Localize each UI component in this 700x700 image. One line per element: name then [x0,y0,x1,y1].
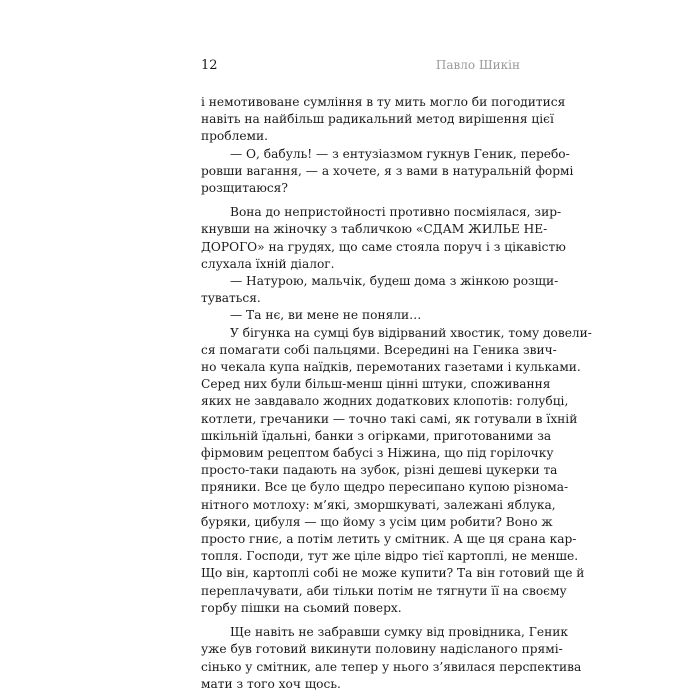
text-line: ровши вагання, — а хочете, я з вами в натуральній формі [201,163,574,178]
text-line: котлети, гречаники — точно такі самі, як готували в їхній [201,411,578,426]
text-line: розщитаюся? [201,181,288,196]
text-line: переплачувати, аби тільки потім не тягнути її на своєму [201,583,567,598]
text-line: пряники. Все це було щедро пересипано купою різнома- [201,480,569,495]
paragraph-gap [201,617,519,624]
text-line: нітного мотлоху: м’які, зморшкуваті, залежані яблука, [201,497,556,512]
running-head-author: Павло Шикін [435,58,520,72]
text-line: навіть на найбільш радикальний метод вирішення цієї [201,112,554,127]
text-line: Що він, картоплі собі не може купити? Та він готовий ще й [201,566,585,581]
text-line: проблеми. [201,129,269,144]
text-line: ся помагати собі пальцями. Всередині на Геника звич- [201,342,557,357]
text-line: горбу пішки на сьомий поверх. [201,600,402,615]
text-line: слухала їхній діалог. [201,256,335,271]
text-line: У бігунка на сумці був відірваний хвостик, тому довели- [230,325,592,340]
text-line: сінько у смітник, але тепер у нього з’явилася перспектива [201,659,582,674]
text-line: просто-таки падають на зубок, різні дешеві цукерки та [201,463,558,478]
text-line: фірмовим рецептом бабусі з Ніжина, що під горілочку [201,446,554,461]
text-line: Вона до непристойності противно посміялася, зир- [230,205,562,220]
text-line: туваться. [201,291,261,306]
text-line: буряки, цибуля — що йому з усім цим робити? Воно ж [201,514,553,529]
paragraph-gap [201,197,519,204]
page-number: 12 [201,58,218,73]
text-line: ДОРОГО» на грудях, що саме стояла поруч і з цікавістю [201,239,566,254]
text-line: шкільній їдальні, банки з огірками, приготованими за [201,428,552,443]
text-line: кнувши на жіночку з табличкою «СДАМ ЖИЛЬЕ НЕ- [201,222,548,237]
text-line: — Натурою, мальчік, будеш дома з жінкою розщи- [230,274,559,289]
body-text [201,94,592,693]
text-line: но чекала купа наїдків, перемотаних газетами і кульками. [201,360,581,375]
text-line: Серед них були більш-менш цінні штуки, споживання [201,377,551,392]
text-line: — Та нє, ви мене не поняли… [230,308,422,323]
text-line: мати з того хоч щось. [201,676,341,691]
text-line: Ще навіть не забравши сумку від провідника, Геник [230,625,568,640]
text-line: просто гниє, а потім летить у смітник. А ще ця срана кар- [201,532,577,547]
text-line: уже був готовий викинути половину надісланого прямі- [201,642,563,657]
text-line: — О, бабуль! — з ентузіазмом гукнув Геник, перебо- [230,146,570,161]
text-line: і немотивоване сумління в ту мить могло би погодитися [201,95,566,109]
text-line: яких не завдавало жодних додаткових клопотів: голубці, [201,394,569,409]
text-line: топля. Господи, тут же ціле відро тієї картоплі, не менше. [201,549,579,564]
